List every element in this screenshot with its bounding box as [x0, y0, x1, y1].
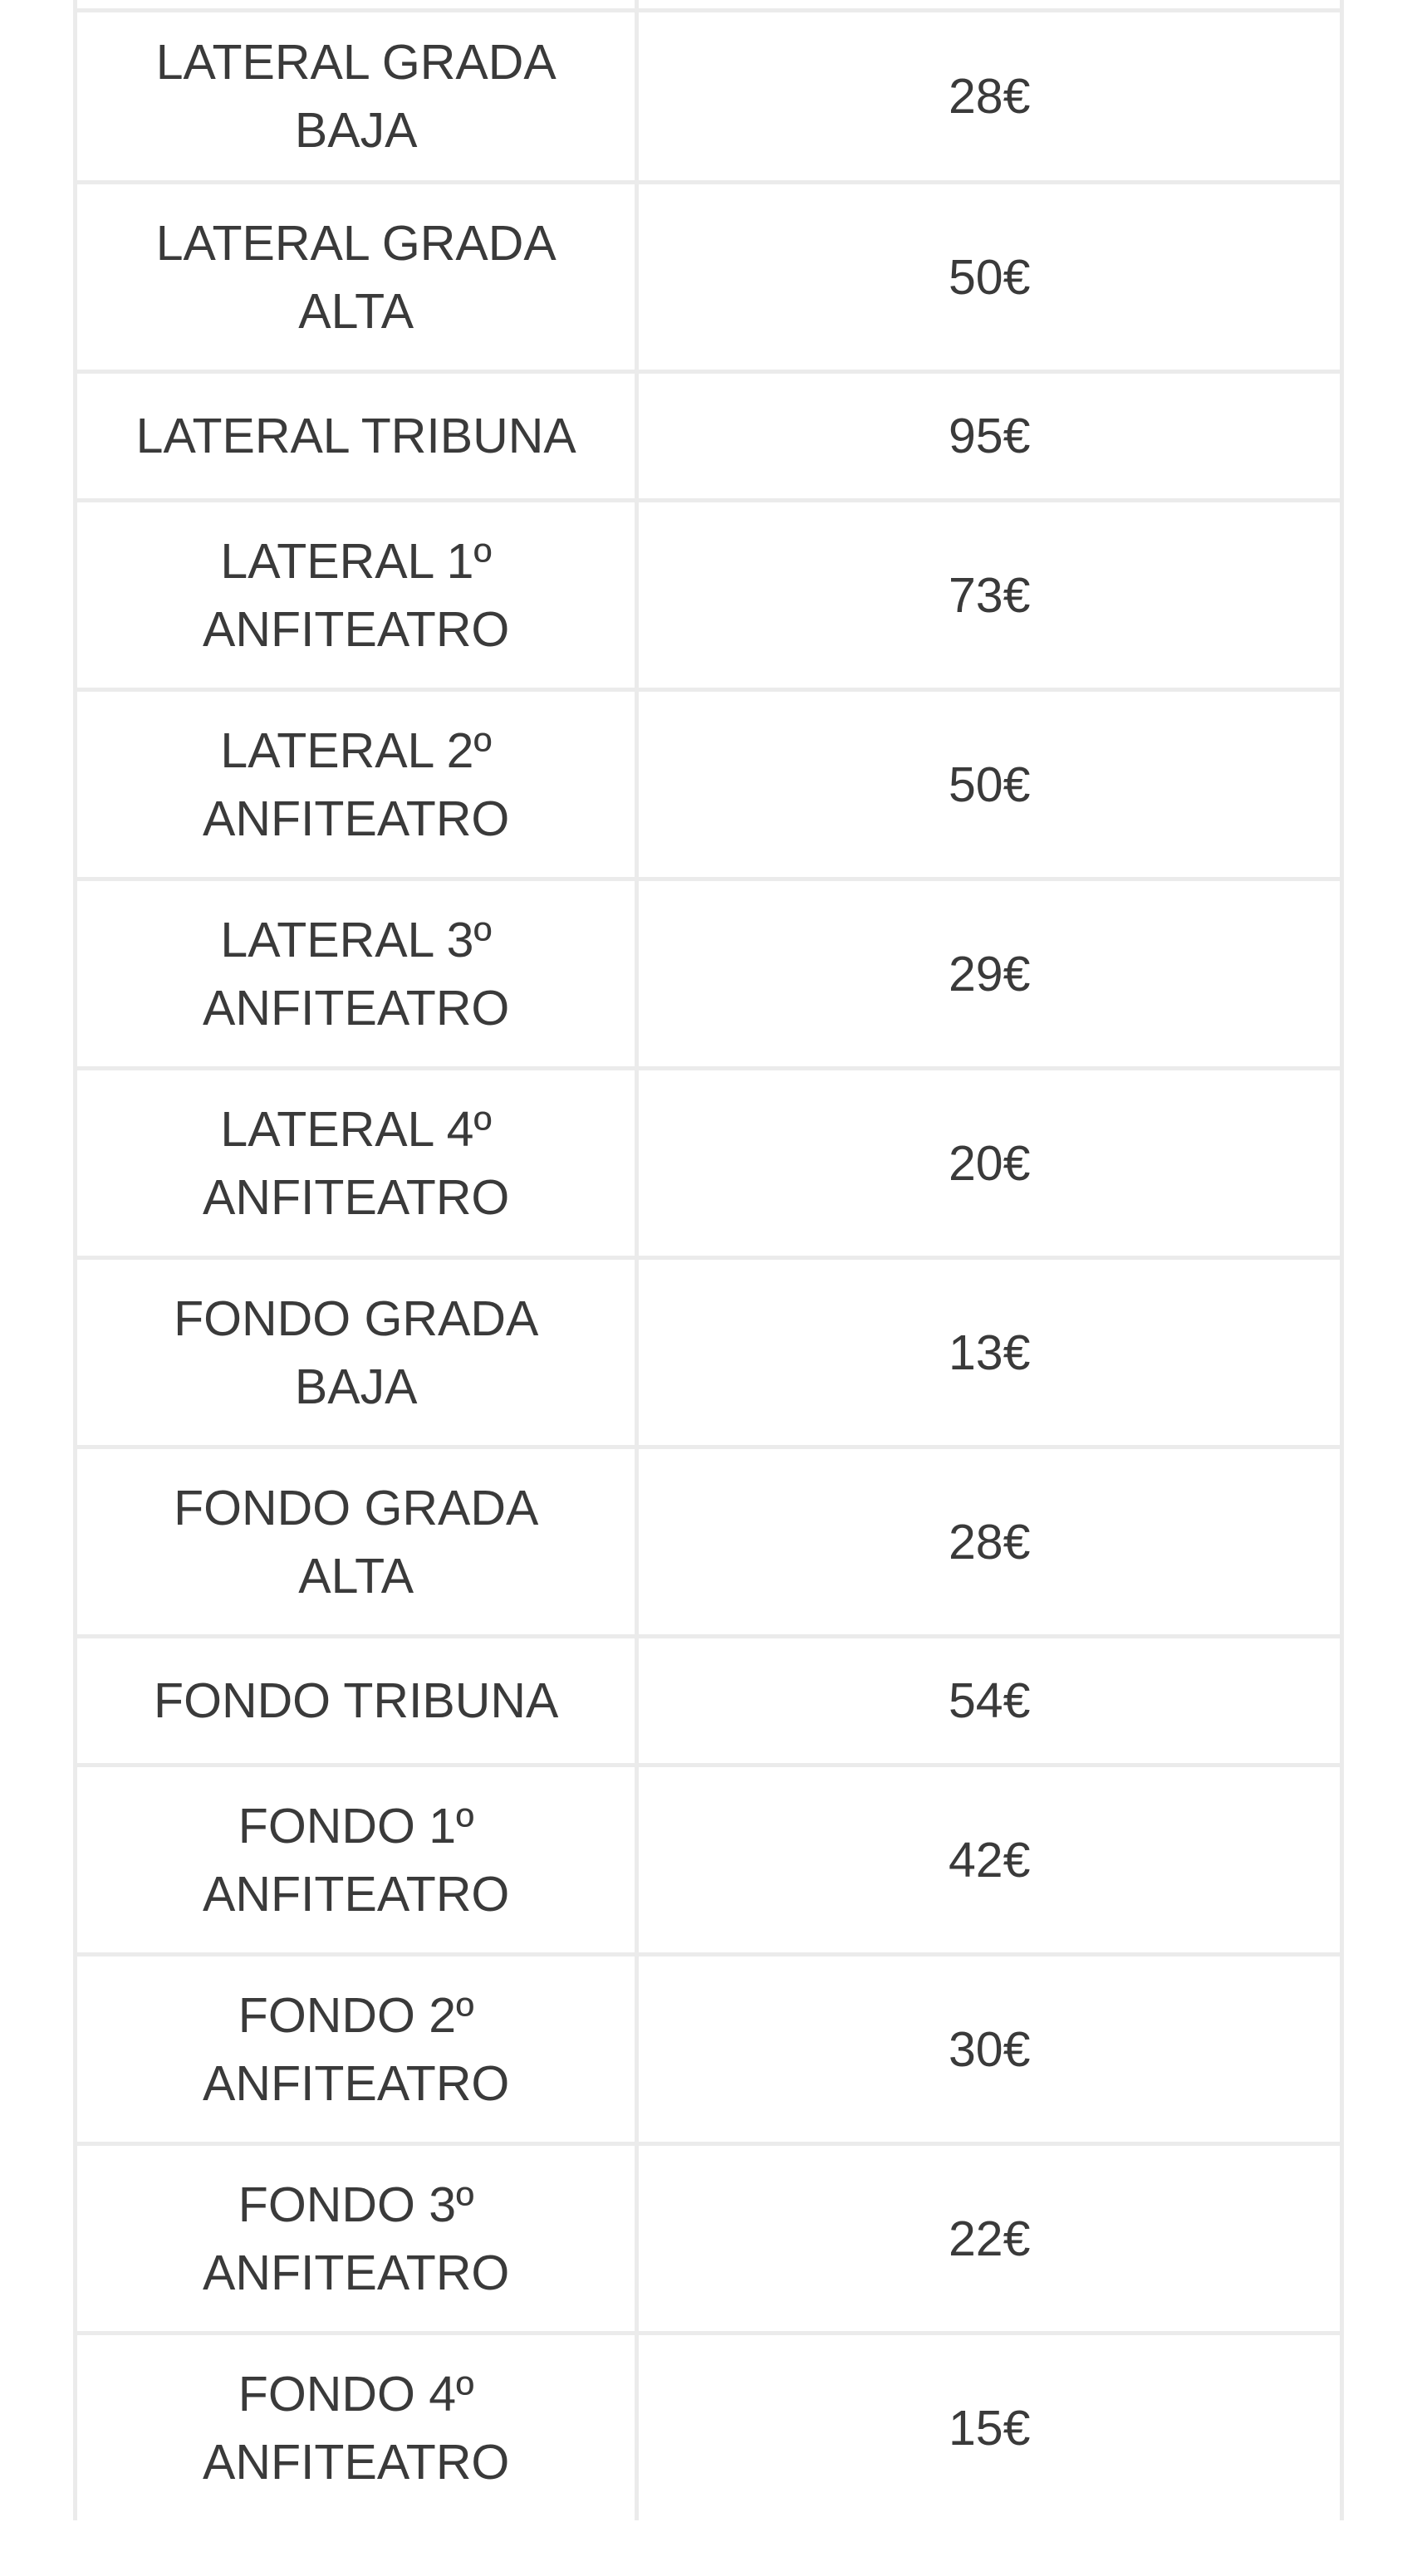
price-cell: [639, 1070, 1340, 1256]
price-value: 20€: [948, 1135, 1031, 1191]
zone-cell: [77, 881, 639, 1066]
table-row: [77, 1763, 1340, 1952]
price-value: 28€: [948, 69, 1031, 124]
price-cell: [639, 1638, 1340, 1763]
price-cell: [639, 184, 1340, 370]
zone-cell: [77, 1767, 639, 1952]
clipped-row-top: [77, 0, 1340, 8]
table-row: [77, 498, 1340, 688]
price-value: 50€: [948, 757, 1031, 812]
price-value: 50€: [948, 249, 1031, 305]
zone-cell: [77, 1956, 639, 2142]
zone-label: LATERAL 4º ANFITEATRO: [203, 1101, 510, 1225]
price-value: 73€: [948, 567, 1031, 623]
zone-label: FONDO 1º ANFITEATRO: [203, 1798, 510, 1922]
zone-label: FONDO GRADA BAJA: [174, 1290, 539, 1414]
price-value: 22€: [948, 2211, 1031, 2266]
zone-label: FONDO 4º ANFITEATRO: [203, 2366, 510, 2490]
zone-cell: [77, 2146, 639, 2331]
zone-label: FONDO TRIBUNA: [154, 1673, 559, 1728]
price-cell: [639, 1767, 1340, 1952]
table-row: [77, 1445, 1340, 1634]
table-row: [77, 1952, 1340, 2142]
price-cell: [639, 1449, 1340, 1634]
table-row: [77, 2142, 1340, 2331]
table-row: [77, 180, 1340, 370]
table-row: [77, 877, 1340, 1066]
price-value: 54€: [948, 1673, 1031, 1728]
table-row: [77, 8, 1340, 180]
table-row: [77, 1256, 1340, 1445]
price-cell: [639, 2146, 1340, 2331]
zone-label: LATERAL GRADA ALTA: [155, 215, 557, 339]
zone-cell: [77, 1449, 639, 1634]
price-cell: [639, 0, 1340, 8]
ticket-price-table: [73, 0, 1344, 2520]
price-value: 42€: [948, 1832, 1031, 1888]
table-row: [77, 688, 1340, 877]
price-value: 28€: [948, 1514, 1031, 1570]
zone-cell: [77, 692, 639, 877]
zone-cell: [77, 502, 639, 688]
zone-cell: [77, 1070, 639, 1256]
zone-cell: [77, 1260, 639, 1445]
price-cell: [639, 1260, 1340, 1445]
price-value: 29€: [948, 946, 1031, 1002]
zone-cell: [77, 374, 639, 498]
price-value: 13€: [948, 1325, 1031, 1380]
zone-label: LATERAL 2º ANFITEATRO: [203, 722, 510, 846]
zone-cell: [77, 1638, 639, 1763]
zone-label: LATERAL GRADA BAJA: [155, 35, 557, 158]
table-row: [77, 1634, 1340, 1763]
price-cell: [639, 881, 1340, 1066]
price-value: 95€: [948, 409, 1031, 463]
zone-label: LATERAL 3º ANFITEATRO: [203, 912, 510, 1036]
zone-label: LATERAL 1º ANFITEATRO: [203, 533, 510, 657]
zone-cell: [77, 0, 639, 8]
zone-label: FONDO GRADA ALTA: [174, 1480, 539, 1604]
price-cell: [639, 1956, 1340, 2142]
zone-cell: [77, 2335, 639, 2520]
zone-cell: [77, 12, 639, 180]
price-value: 30€: [948, 2021, 1031, 2077]
zone-label: FONDO 3º ANFITEATRO: [203, 2177, 510, 2300]
zone-cell: [77, 184, 639, 370]
price-cell: [639, 374, 1340, 498]
table-row: [77, 370, 1340, 498]
table-row: [77, 2331, 1340, 2520]
price-cell: [639, 692, 1340, 877]
zone-label: LATERAL TRIBUNA: [135, 409, 576, 463]
table-row: [77, 1066, 1340, 1256]
price-cell: [639, 2335, 1340, 2520]
zone-label: FONDO 2º ANFITEATRO: [203, 1987, 510, 2111]
price-cell: [639, 502, 1340, 688]
price-cell: [639, 12, 1340, 180]
price-value: 15€: [948, 2400, 1031, 2456]
